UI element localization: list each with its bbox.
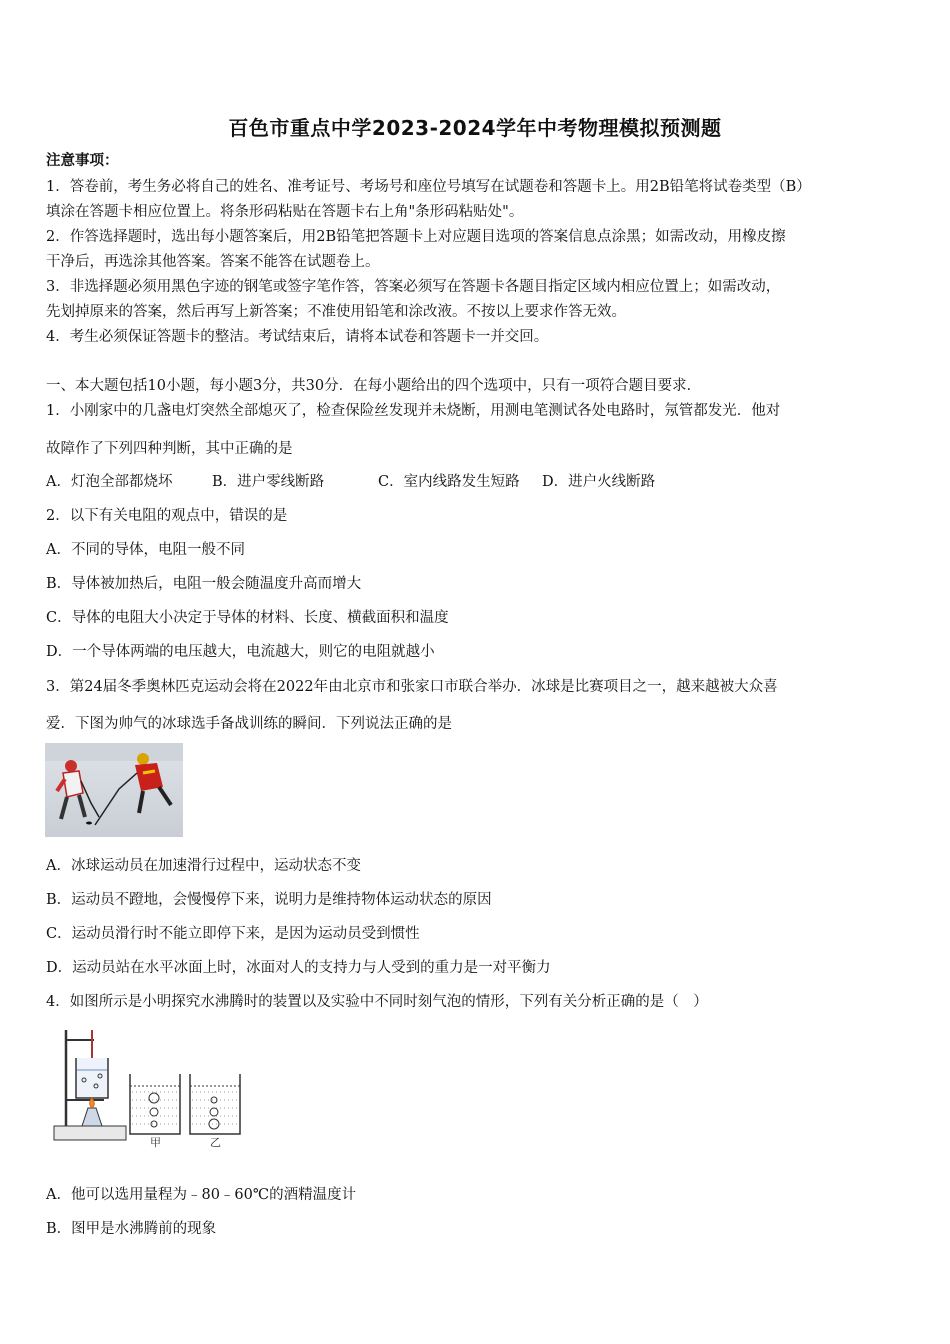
beaker-yi [190, 1074, 240, 1134]
q1-stem: 1．小刚家中的几盏电灯突然全部熄灭了，检查保险丝发现并未烧断，用测电笔测试各处电路时，氖管都发光．他对 [46, 403, 781, 419]
notice-line: 4．考生必须保证答题卡的整洁。考试结束后，请将本试卷和答题卡一并交回。 [46, 329, 549, 345]
q3-option-a[interactable]: A．冰球运动员在加速滑行过程中，运动状态不变 [46, 858, 361, 874]
q3-option-b[interactable]: B．运动员不蹬地，会慢慢停下来，说明力是维持物体运动状态的原因 [46, 892, 492, 908]
q1-option-c[interactable]: C．室内线路发生短路 [378, 474, 520, 490]
q2-stem: 2．以下有关电阻的观点中，错误的是 [46, 508, 288, 524]
q2-option-a[interactable]: A．不同的导体，电阻一般不同 [46, 542, 245, 558]
q3-option-c[interactable]: C．运动员滑行时不能立即停下来，是因为运动员受到惯性 [46, 926, 420, 942]
q1-options [46, 472, 655, 492]
q4-option-a[interactable]: A．他可以选用量程为﹣80﹣60℃的酒精温度计 [46, 1187, 357, 1203]
puck-icon [86, 822, 92, 825]
notice-line: 3．非选择题必须用黑色字迹的钢笔或签字笔作答，答案必须写在答题卡各题目指定区域内相应位置上；如需改动， [46, 279, 781, 295]
section-heading: 一、本大题包括10小题，每小题3分，共30分．在每小题给出的四个选项中，只有一项符合题目要求． [46, 378, 702, 394]
q1-stem-cont: 故障作了下列四种判断，其中正确的是 [46, 441, 293, 457]
ice-hockey-photo [45, 743, 183, 837]
notice-line: 先划掉原来的答案，然后再写上新答案；不准使用铅笔和涂改液。不按以上要求作答无效。 [46, 304, 626, 320]
notice-heading: 注意事项： [46, 152, 119, 169]
q3-stem-cont: 爱．下图为帅气的冰球选手备战训练的瞬间．下列说法正确的是 [46, 716, 452, 732]
beaker-jia [130, 1074, 180, 1134]
q2-option-b[interactable]: B．导体被加热后，电阻一般会随温度升高而增大 [46, 576, 362, 592]
q3-stem: 3．第24届冬季奥林匹克运动会将在2022年由北京市和张家口市联合举办．冰球是比赛项目之一，越来越被大众喜 [46, 679, 778, 695]
notice-line: 1．答卷前，考生务必将自己的姓名、准考证号、考场号和座位号填写在试题卷和答题卡上。用2B铅笔将试卷类型（B） [46, 179, 811, 195]
q1-option-a[interactable]: A．灯泡全部都烧坏 [46, 474, 173, 490]
page-title: 百色市重点中学2023-2024学年中考物理模拟预测题 [228, 116, 722, 140]
notice-line: 填涂在答题卡相应位置上。将条形码粘贴在答题卡右上角"条形码粘贴处"。 [46, 204, 524, 220]
q2-option-d[interactable]: D．一个导体两端的电压越大，电流越大，则它的电阻就越小 [46, 644, 435, 660]
q3-option-d[interactable]: D．运动员站在水平冰面上时，冰面对人的支持力与人受到的重力是一对平衡力 [46, 960, 551, 976]
iron-stand-apparatus [54, 1030, 126, 1140]
q1-option-d[interactable]: D．进户火线断路 [542, 474, 656, 490]
q4-stem: 4．如图所示是小明探究水沸腾时的装置以及实验中不同时刻气泡的情形，下列有关分析正确的是（ ） [46, 994, 708, 1010]
notice-line: 2．作答选择题时，选出每小题答案后，用2B铅笔把答题卡上对应题目选项的答案信息点涂黑；如需改动，用橡皮擦 [46, 229, 786, 245]
notice-line: 干净后，再选涂其他答案。答案不能答在试题卷上。 [46, 254, 380, 270]
q2-option-c[interactable]: C．导体的电阻大小决定于导体的材料、长度、横截面积和温度 [46, 610, 449, 626]
boiling-experiment-diagram [48, 1026, 248, 1148]
beaker-jia-label: 甲 [150, 1136, 161, 1148]
q4-option-b[interactable]: B．图甲是水沸腾前的现象 [46, 1221, 217, 1237]
beaker-yi-label: 乙 [210, 1136, 221, 1148]
q1-option-b[interactable]: B．进户零线断路 [212, 474, 325, 490]
